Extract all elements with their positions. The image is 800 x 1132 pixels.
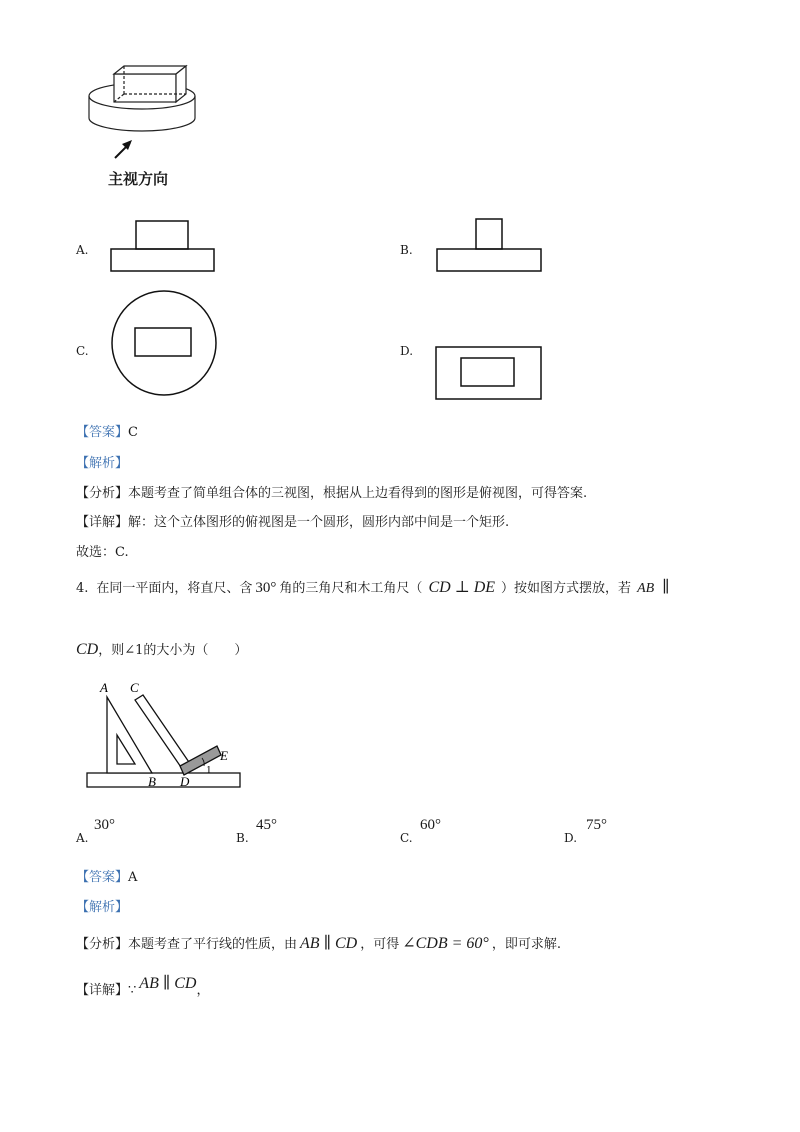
q4-cd: CD	[76, 641, 99, 658]
q4-fenxi-line	[76, 936, 561, 952]
q4-stem-part3: ）按如图方式摆放，若	[501, 581, 632, 596]
q4-fenxi-part1: 本题考查了平行线的性质，由	[128, 937, 298, 952]
q4-xiangjie-line	[76, 975, 210, 998]
q4-stem-line1	[76, 580, 670, 596]
q4-fenxi-expr2: ∠CDB = 60°	[402, 935, 489, 952]
cylinder-bottom-arc	[89, 118, 195, 131]
q3-option-b-label: B.	[400, 243, 413, 257]
q4-stem-part1: 在同一平面内，将直尺、含	[96, 581, 253, 596]
q3-option-d-label: D.	[400, 344, 414, 358]
q4-xiangjie-tag: 【详解】	[76, 983, 129, 998]
q4-option-b-value: 45°	[256, 817, 277, 833]
q3-answer-tag: 【答案】	[76, 425, 129, 440]
q4-parallel: ∥	[662, 579, 670, 596]
q3-figure-caption: 主视方向	[108, 170, 169, 188]
q4-answer-tag: 【答案】	[76, 870, 129, 885]
q3-fenxi-tag: 【分析】	[76, 486, 129, 501]
q3-option-c-label: C.	[76, 344, 89, 358]
q4-option-a-value: 30°	[94, 817, 115, 833]
q3-xiangjie-tag: 【详解】	[76, 515, 129, 530]
box-front-face	[114, 74, 176, 102]
q3-answer-line	[76, 426, 138, 439]
q4-option-a-letter: A.	[76, 831, 89, 845]
q4-option-b-letter: B.	[236, 831, 249, 845]
q3-option-a-label: A.	[76, 243, 89, 257]
q3-xiangjie-line	[76, 516, 509, 529]
q3-fenxi-text: 本题考查了简单组合体的三视图，根据从上边看得到的图形是俯视图，可得答案.	[128, 486, 588, 501]
q4-answer-value: A	[128, 870, 138, 885]
q4-fenxi-tag: 【分析】	[76, 937, 129, 952]
q4-fenxi-expr1: AB ∥ CD	[300, 935, 358, 952]
box-top-face	[114, 66, 186, 74]
q3-option-c-figure	[110, 290, 220, 400]
q4-xiangjie-expr: AB ∥ CD	[139, 975, 197, 992]
q3-option-d-figure	[435, 346, 543, 402]
q4-option-c-value: 60°	[420, 817, 441, 833]
q4-stem-line2	[76, 642, 247, 658]
q4-option-d-letter: D.	[564, 831, 578, 845]
q3-solid-figure	[85, 60, 205, 170]
q3-option-b-figure	[436, 218, 542, 272]
q4-stem-part4: ，则∠1的大小为（ ）	[98, 643, 248, 658]
q3-option-a-figure	[110, 220, 216, 272]
fig-label-c: C	[130, 680, 139, 695]
q4-stem-part2: 角的三角尺和木工角尺（	[279, 581, 423, 596]
q4-ruler-figure	[80, 680, 250, 795]
q3-xiangjie-text: 解：这个立体图形的俯视图是一个圆形，圆形内部中间是一个矩形.	[128, 515, 510, 530]
q3-analysis-tag: 【解析】	[76, 456, 129, 471]
q4-option-d-value: 75°	[586, 817, 607, 833]
q3-answer-value: C	[128, 425, 138, 440]
q4-perp-expr: CD ⊥ DE	[428, 579, 496, 596]
q4-option-c-letter: C.	[400, 831, 413, 845]
straightedge	[87, 773, 240, 787]
q4-fenxi-part2: ，可得	[360, 937, 400, 952]
fig-label-b: B	[148, 774, 156, 789]
q4-angle-30: 30°	[255, 580, 277, 596]
q4-ab: AB	[637, 581, 655, 596]
q4-fenxi-part3: ，即可求解.	[491, 937, 561, 952]
fig-label-1: 1	[206, 764, 212, 776]
fig-label-d: D	[180, 774, 190, 789]
fig-label-a: A	[100, 680, 108, 695]
q4-answer-line	[76, 871, 137, 884]
q4-because: ∵	[128, 983, 137, 998]
q3-conclusion: 故选：C.	[76, 545, 129, 560]
q3-fenxi-line	[76, 487, 587, 500]
q4-analysis-tag: 【解析】	[76, 900, 129, 915]
q4-comma: ，	[196, 983, 210, 998]
q4-number: 4.	[76, 581, 89, 596]
fig-label-e: E	[220, 748, 228, 763]
